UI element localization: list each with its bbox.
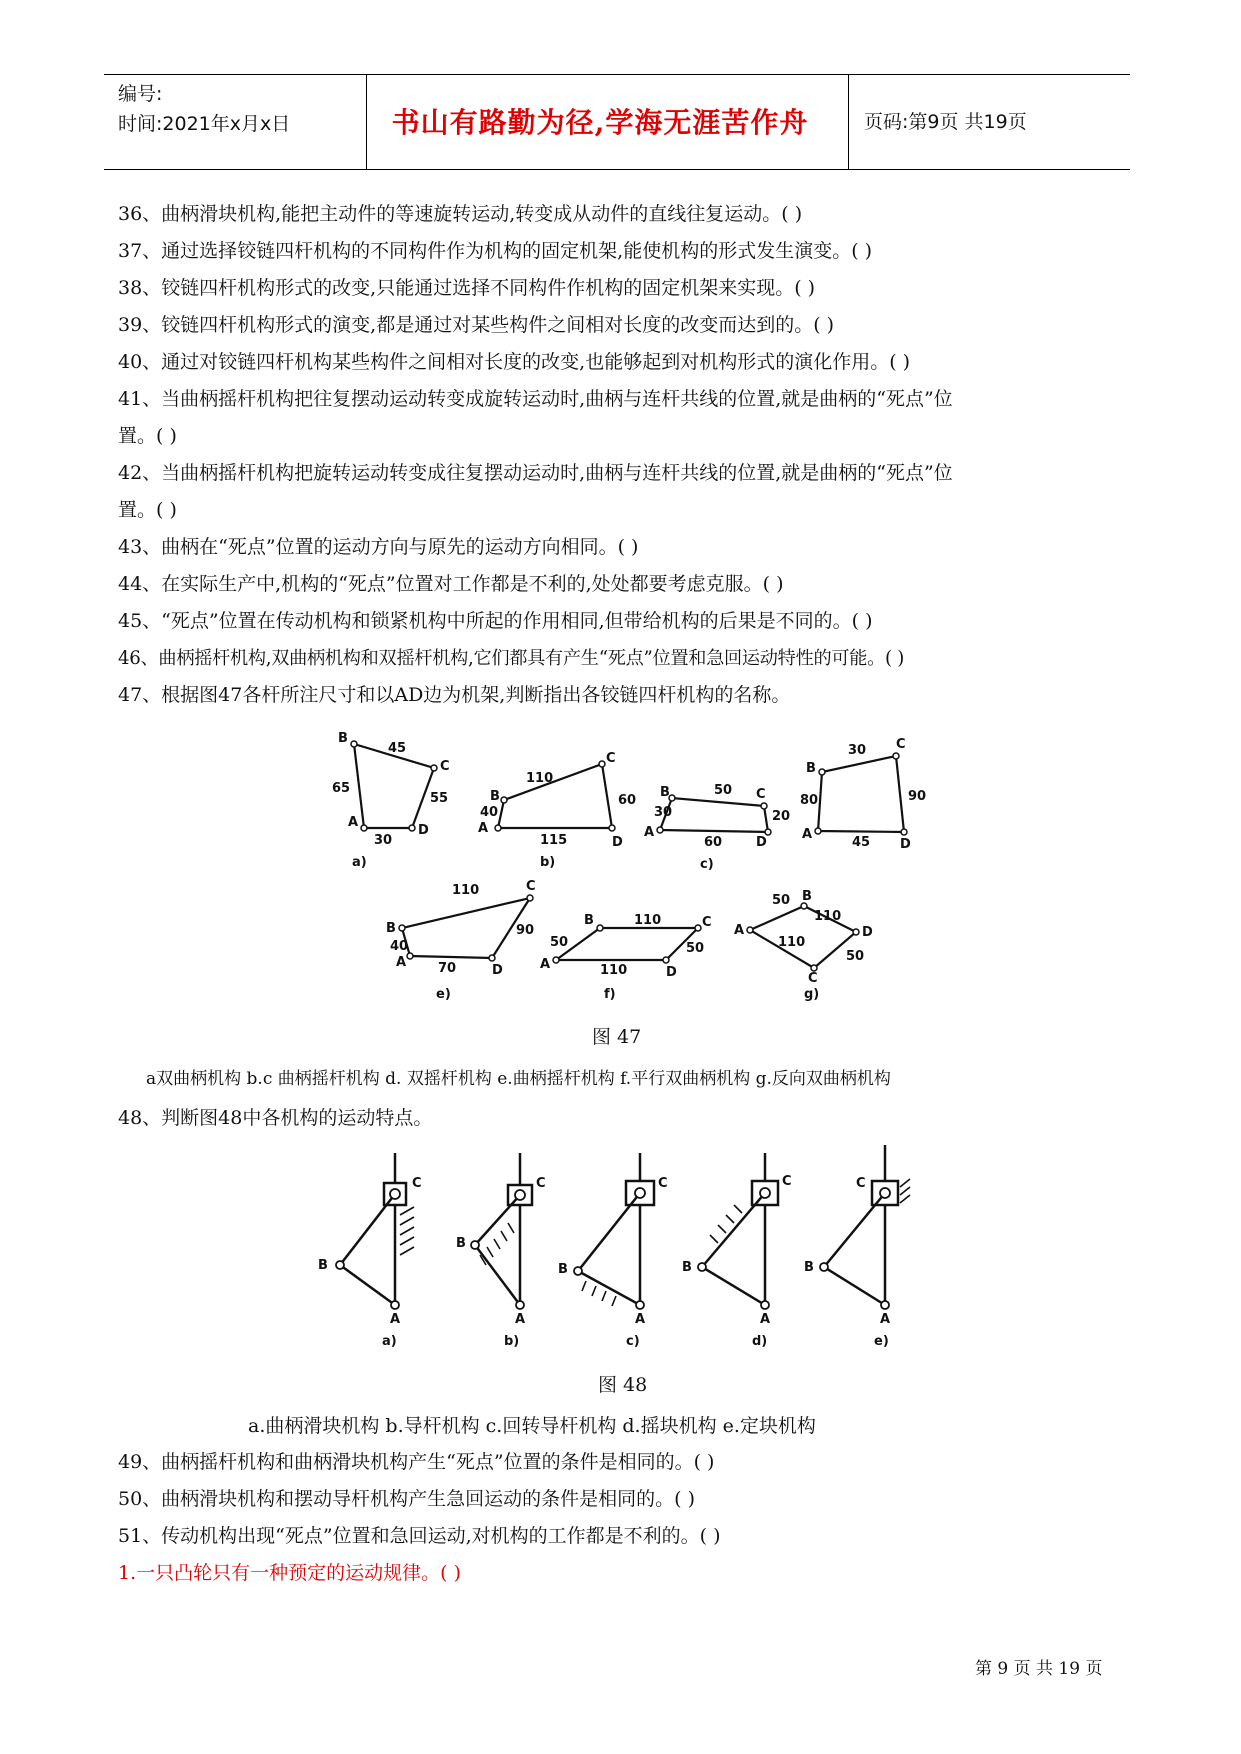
figure-label: B [806, 761, 816, 776]
figure-label: A [760, 1312, 771, 1327]
figure-label: A [478, 821, 489, 836]
header-motto: 书山有路勤为径,学海无涯苦作舟 [391, 106, 809, 139]
figure-label: a) [352, 855, 367, 870]
figure-label: C [896, 737, 906, 752]
header-left [118, 79, 290, 139]
figure-label: 60 [704, 835, 723, 850]
linkage-a [354, 744, 434, 828]
figure-label: 50 [772, 893, 791, 908]
figure-48-caption: 图 48 [598, 1374, 648, 1396]
question-36: 36、曲柄滑块机构,能把主动件的等速旋转运动,转变成从动件的直线往复运动。( ) [118, 203, 803, 225]
figure-label: C [808, 971, 818, 986]
figure-label: D [900, 837, 911, 852]
figure-label: 70 [438, 961, 457, 976]
question-46: 46、曲柄摇杆机构,双曲柄机构和双摇杆机构,它们都具有产生“死点”位置和急回运动特性的可能。( ) [118, 648, 905, 669]
question-45: 45、“死点”位置在传动机构和锁紧机构中所起的作用相同,但带给机构的后果是不同的。( ) [118, 610, 873, 632]
question-51: 51、传动机构出现“死点”位置和急回运动,对机构的工作都是不利的。( ) [118, 1525, 721, 1547]
page-header [104, 74, 1130, 170]
figure-label: B [804, 1260, 814, 1275]
question-43: 43、曲柄在“死点”位置的运动方向与原先的运动方向相同。( ) [118, 536, 639, 558]
figure-label: C [702, 915, 712, 930]
question-44: 44、在实际生产中,机构的“死点”位置对工作都是不利的,处处都要考虑克服。( ) [118, 573, 784, 595]
figure-label: e) [436, 987, 451, 1002]
figure-label: D [492, 963, 503, 978]
figure-label: B [490, 789, 500, 804]
figure-label: e) [874, 1334, 889, 1349]
figure-label: 40 [480, 805, 499, 820]
question-49: 49、曲柄摇杆机构和曲柄滑块机构产生“死点”位置的条件是相同的。( ) [118, 1451, 715, 1473]
figure-label: c) [700, 857, 714, 872]
figure-label: 50 [686, 941, 705, 956]
figure-label: D [418, 823, 429, 838]
question-39: 39、铰链四杆机构形式的演变,都是通过对某些构件之间相对长度的改变而达到的。( ) [118, 314, 835, 336]
figure-label: 110 [600, 963, 628, 978]
figure-label: B [682, 1260, 692, 1275]
figure-label: g) [804, 987, 820, 1002]
figure-label: C [756, 787, 766, 802]
time-label: 时间:2021年x月x日 [118, 113, 291, 135]
figure-label: D [756, 835, 767, 850]
question-cam-1: 1.一只凸轮只有一种预定的运动规律。( ) [118, 1562, 461, 1584]
question-40: 40、通过对铰链四杆机构某些构件之间相对长度的改变,也能够起到对机构形式的演化作用。( ) [118, 351, 911, 373]
figure-label: 90 [908, 789, 927, 804]
figure-label: C [412, 1176, 422, 1191]
figure-label: B [318, 1258, 328, 1273]
figure-label: C [526, 879, 536, 894]
figure-label: c) [626, 1334, 640, 1349]
figure-label: 90 [516, 923, 535, 938]
figure-label: C [440, 759, 450, 774]
header-divider [848, 75, 849, 169]
figure-label: a) [382, 1334, 397, 1349]
figure-label: 50 [714, 783, 733, 798]
number-label: 编号: [118, 83, 163, 105]
figure-label: 60 [618, 793, 637, 808]
figure-label: 20 [772, 809, 791, 824]
question-42: 42、当曲柄摇杆机构把旋转运动转变成往复摆动运动时,曲柄与连杆共线的位置,就是曲柄的“死点”位 [118, 462, 953, 484]
linkage-f [556, 928, 698, 960]
figure-label: D [612, 835, 623, 850]
figure-label: 65 [332, 781, 351, 796]
figure-label: A [390, 1312, 401, 1327]
figure-label: 45 [388, 741, 407, 756]
question-41: 41、当曲柄摇杆机构把往复摆动运动转变成旋转运动时,曲柄与连杆共线的位置,就是曲柄的“死点”位 [118, 388, 953, 410]
figure-label: A [396, 955, 407, 970]
figure-label: 80 [800, 793, 819, 808]
figure-label: A [348, 815, 359, 830]
figure-label: C [658, 1176, 668, 1191]
figure-label: A [515, 1312, 526, 1327]
figure-label: C [536, 1176, 546, 1191]
figure-label: A [540, 957, 551, 972]
page-footer: 第 9 页 共 19 页 [975, 1659, 1103, 1679]
question-50: 50、曲柄滑块机构和摆动导杆机构产生急回运动的条件是相同的。( ) [118, 1488, 696, 1510]
figure-label: 110 [526, 771, 554, 786]
question-47: 47、根据图47各杆所注尺寸和以AD边为机架,判断指出各铰链四杆机构的名称。 [118, 684, 791, 706]
figure-47 [330, 720, 930, 1010]
figure-label: b) [540, 855, 556, 870]
linkage-b [498, 764, 612, 828]
figure-label: A [635, 1312, 646, 1327]
figure-label: 110 [452, 883, 480, 898]
question-37: 37、通过选择铰链四杆机构的不同构件作为机构的固定机架,能使机构的形式发生演变。( ) [118, 240, 873, 262]
figure-48 [290, 1145, 940, 1350]
figure-label: D [666, 965, 677, 980]
question-38: 38、铰链四杆机构形式的改变,只能通过选择不同构件作机构的固定机架来实现。( ) [118, 277, 816, 299]
question-41-cont: 置。( ) [118, 425, 177, 447]
figure-label: C [856, 1176, 866, 1191]
figure-label: b) [504, 1334, 520, 1349]
figure-label: B [558, 1262, 568, 1277]
figure-label: A [644, 825, 655, 840]
figure-label: C [606, 751, 616, 766]
figure-48-options: a.曲柄滑块机构 b.导杆机构 c.回转导杆机构 d.摇块机构 e.定块机构 [248, 1415, 816, 1437]
figure-label: B [584, 913, 594, 928]
linkage-c [660, 798, 768, 832]
figure-label: f) [604, 987, 616, 1002]
figure-label: 50 [550, 935, 569, 950]
header-page-label: 页码:第9页 共19页 [864, 111, 1027, 133]
figure-label: 50 [846, 949, 865, 964]
question-42-cont: 置。( ) [118, 499, 177, 521]
linkage-d [818, 756, 904, 832]
figure-label: 110 [634, 913, 662, 928]
figure-label: 40 [390, 939, 409, 954]
figure-label: 110 [814, 909, 842, 924]
figure-label: A [734, 923, 745, 938]
figure-label: 45 [852, 835, 871, 850]
figure-label: 30 [654, 805, 673, 820]
figure-47-caption: 图 47 [592, 1026, 642, 1048]
figure-label: 55 [430, 791, 449, 806]
figure-label: B [456, 1236, 466, 1251]
figure-label: B [386, 921, 396, 936]
figure-label: d) [752, 1334, 768, 1349]
figure-label: 110 [778, 935, 806, 950]
figure-47-options: a双曲柄机构 b.c 曲柄摇杆机构 d. 双摇杆机构 e.曲柄摇杆机构 f.平行双曲柄机构 g.反向双曲柄机构 [146, 1069, 891, 1089]
figure-label: 115 [540, 833, 568, 848]
figure-label: B [802, 889, 812, 904]
question-48: 48、判断图48中各机构的运动特点。 [118, 1107, 433, 1129]
figure-label: 30 [374, 833, 393, 848]
figure-label: A [802, 827, 813, 842]
figure-label: D [862, 925, 873, 940]
figure-label: C [782, 1174, 792, 1189]
linkage-e [402, 898, 530, 958]
figure-label: A [880, 1312, 891, 1327]
figure-label: B [660, 785, 670, 800]
figure-label: 30 [848, 743, 867, 758]
figure-label: B [338, 731, 348, 746]
